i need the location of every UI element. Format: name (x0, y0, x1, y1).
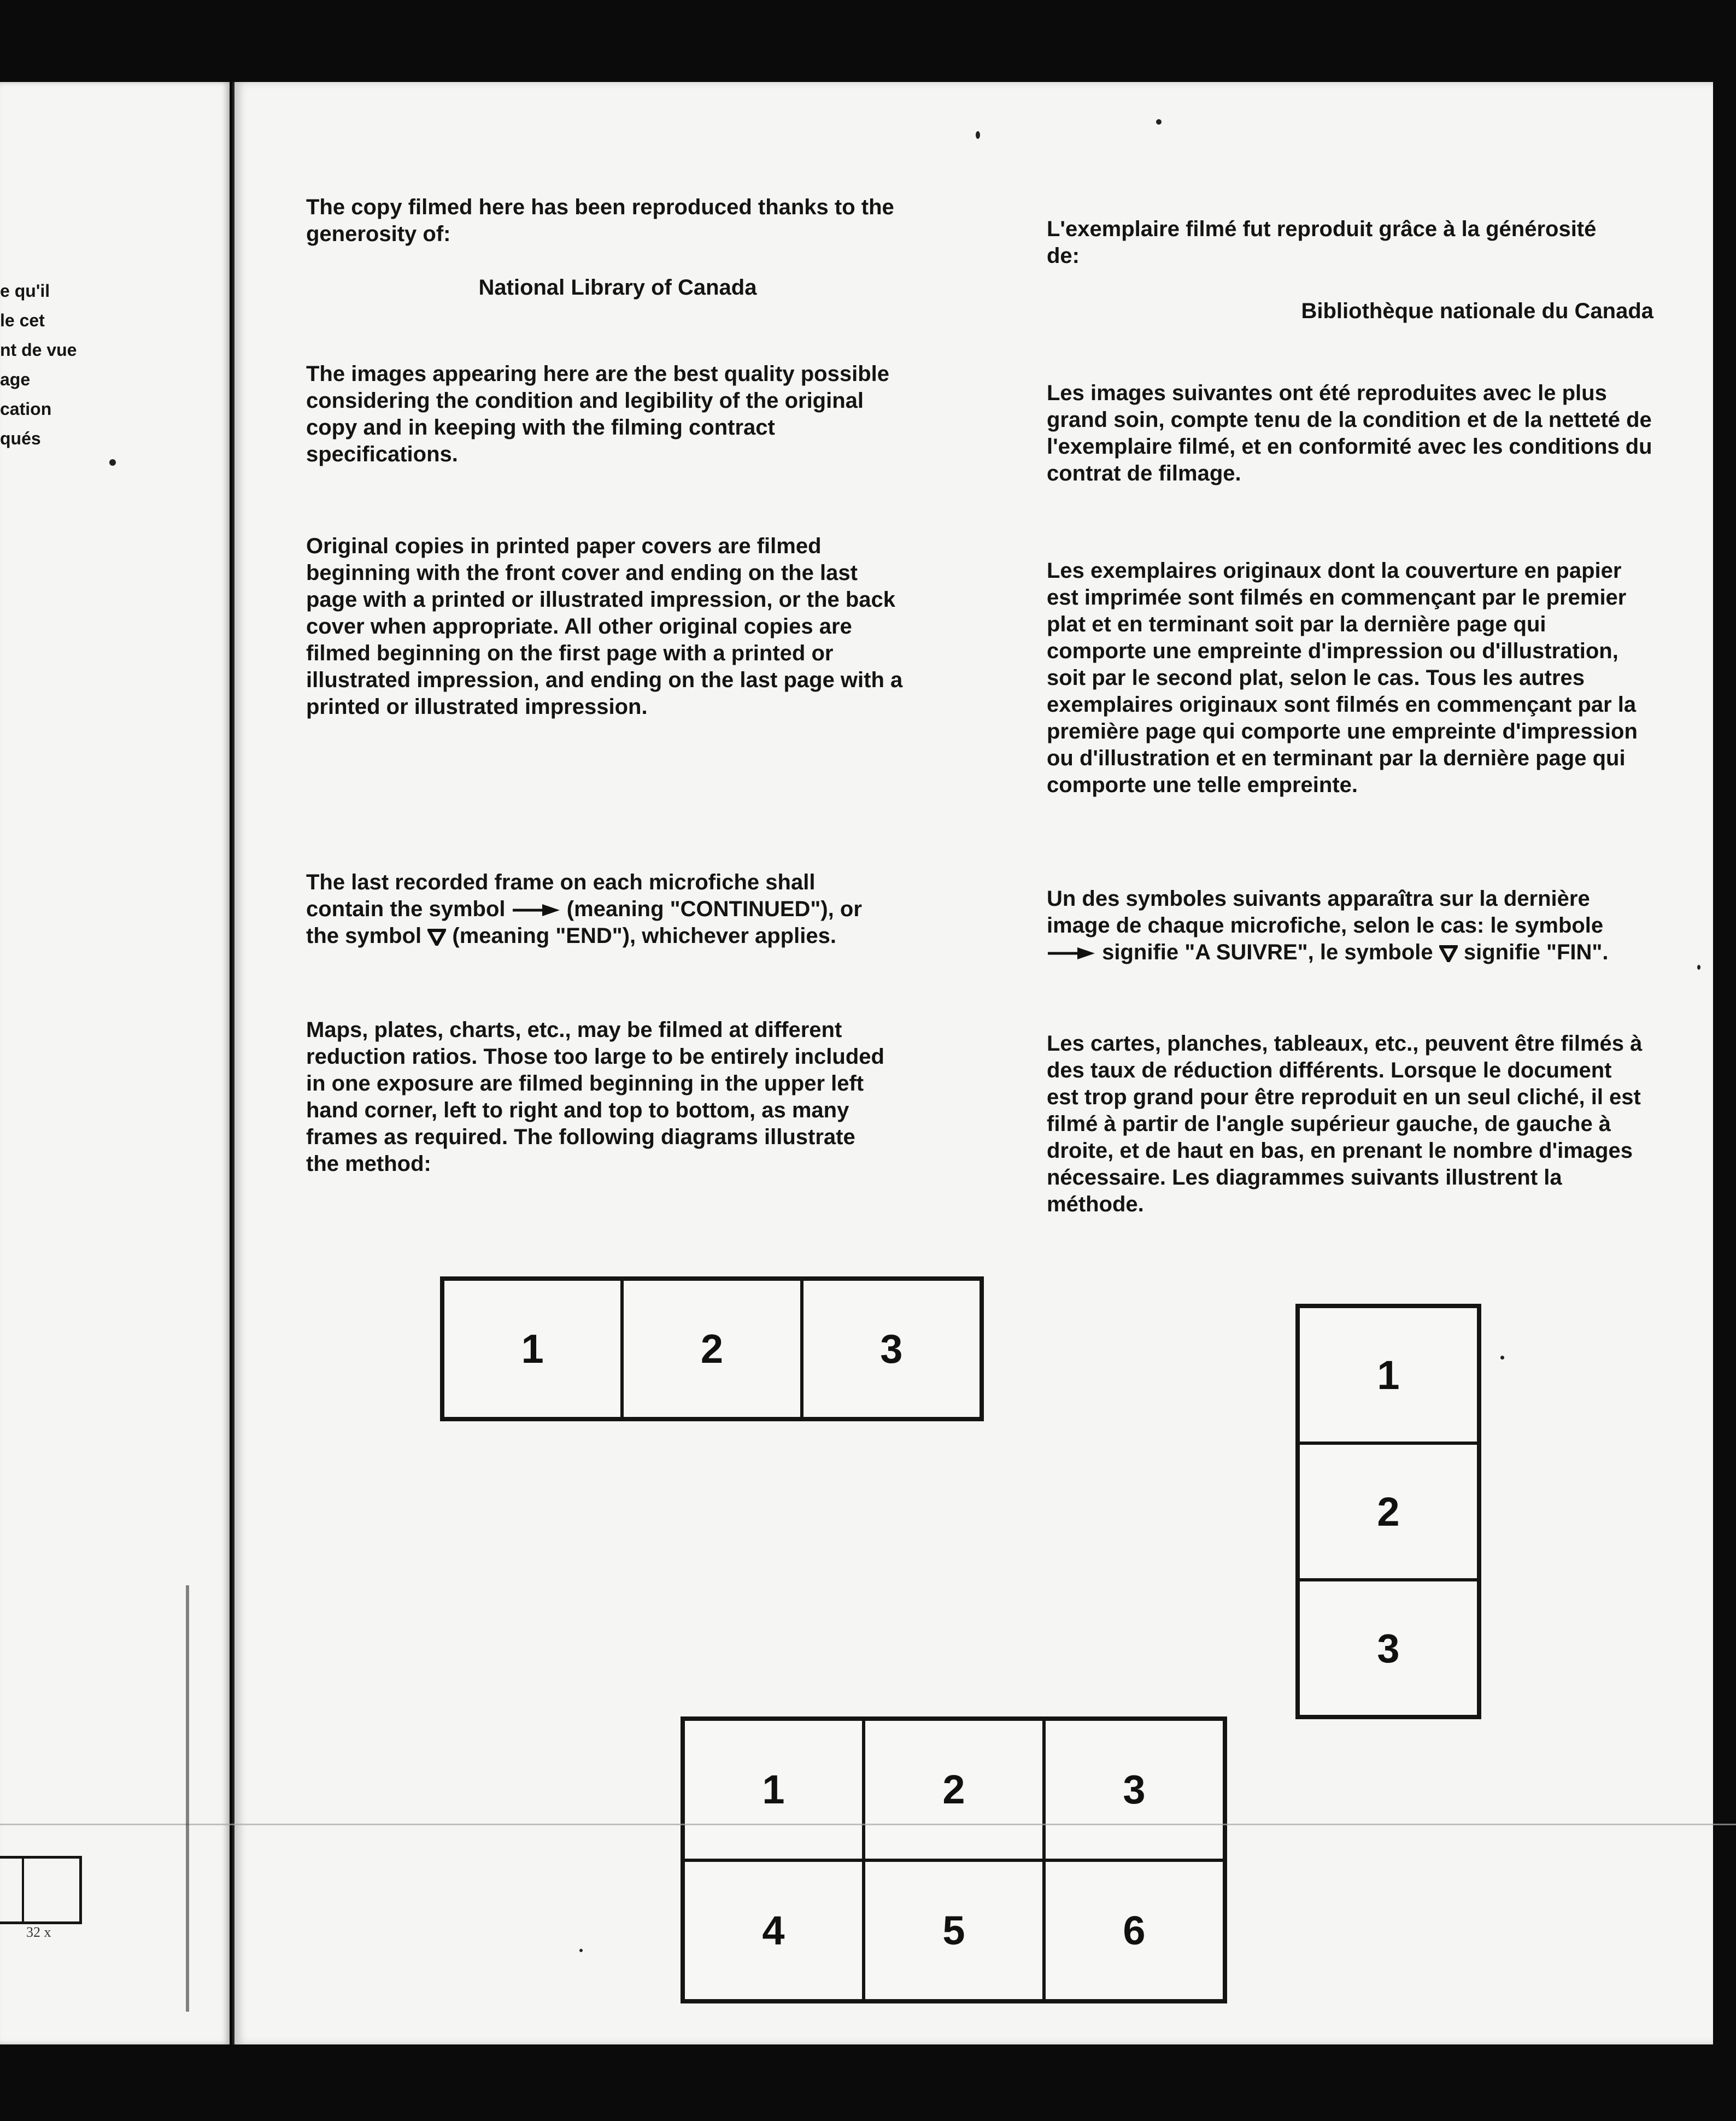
diagram-grid (681, 1716, 1227, 2003)
frame-cell: 1 (1298, 1306, 1479, 1443)
frame-cell: 3 (1044, 1719, 1224, 1860)
fragment-line: le cet (0, 310, 45, 330)
left-fragment-text (0, 276, 77, 453)
film-speck (579, 1949, 583, 1952)
film-speck (1156, 119, 1162, 125)
reduction-caption: 32 x (26, 1924, 51, 1940)
en-paragraph-quality: The images appearing here are the best quality possible considering the condition and legibility of the original copy and in keeping with the filming contract specifications. (306, 362, 889, 466)
film-scan-line (0, 1824, 1736, 1825)
partial-grid (0, 1856, 82, 1924)
fragment-line: nt de vue (0, 340, 77, 360)
en-institution: National Library of Canada (478, 276, 757, 300)
fr-paragraph-symbols (1047, 886, 1626, 966)
en-paragraph-originals: Original copies in printed paper covers are filmed beginning with the front cover and ending on the last page with a printed or illustrated impression, or the back cover when appropriate. All other original copies are filmed beginning on the first page with a printed or illustrated impression, and ending on the last page with a printed or illustrated impression. (306, 534, 903, 719)
en-symbols-part3: (meaning "END"), whichever applies. (452, 924, 836, 948)
fragment-line: age (0, 370, 31, 389)
diagram-horizontal (440, 1276, 984, 1421)
film-speck (109, 459, 116, 466)
previous-sheet (0, 82, 230, 2044)
en-paragraph-maps: Maps, plates, charts, etc., may be filmed at different reduction ratios. Those too large to be entirely included in one exposure are filmed beginning in the upper left hand corner, left to right and top to bottom, as many frames as required. The following diagrams illustrate the method: (306, 1018, 884, 1176)
fragment-line: cation (0, 399, 52, 419)
film-speck (1500, 1356, 1504, 1360)
fragment-line: qués (0, 429, 41, 448)
frame-cell: 2 (622, 1279, 801, 1419)
frame-cell: 2 (1298, 1443, 1479, 1580)
fr-paragraph-maps: Les cartes, planches, tableaux, etc., peuvent être filmés à des taux de réduction différents. Lorsque le document est trop grand pour être reproduit en un seul cliché, il est filmé à partir de l'angle supérieur gauche, de gauche à droite, et de haut en bas, en prenant le nombre d'images nécessaire. Les diagrammes suivants illustrent la méthode. (1047, 1032, 1643, 1216)
frame-cell: 3 (1298, 1580, 1479, 1716)
triangle-down-icon (1439, 945, 1458, 962)
diagram-vertical (1295, 1304, 1481, 1719)
en-symbols-part1: The last recorded frame on each microfiche shall contain the symbol (306, 870, 816, 921)
en-paragraph-symbols (306, 869, 896, 950)
frame-cell: 3 (802, 1279, 981, 1419)
frame-cell: 1 (683, 1719, 864, 1860)
frame-cell: 4 (683, 1860, 864, 2001)
film-speck (1697, 965, 1700, 970)
fr-credit-intro: L'exemplaire filmé fut reproduit grâce à la générosité de: (1047, 217, 1597, 268)
triangle-down-icon (427, 928, 446, 946)
arrow-right-icon (512, 903, 561, 917)
frame-cell: 6 (1044, 1860, 1224, 2001)
frame-cell: 1 (443, 1279, 622, 1419)
fragment-line: e qu'il (0, 281, 50, 301)
frame-cell: 2 (864, 1719, 1044, 1860)
frame-cell: 5 (864, 1860, 1044, 2001)
en-credit-intro: The copy filmed here has been reproduced thanks to the generosity of: (306, 195, 894, 246)
en-symbols-part2: (meaning "CONTINUED"), or the symbol (306, 897, 862, 948)
arrow-right-icon (1047, 946, 1096, 960)
film-speck (976, 131, 980, 139)
fr-symbols-part1: Un des symboles suivants apparaîtra sur la dernière image de chaque microfiche, selon le cas: le symbole (1047, 887, 1604, 938)
fr-paragraph-originals: Les exemplaires originaux dont la couverture en papier est imprimée sont filmés en commençant par le premier plat et en terminant soit par la dernière page qui comporte une empreinte d'impression ou d'illustration, soit par le second plat, selon le cas. Tous les autres exemplaires originaux sont filmés en commençant par la première page qui comporte une empreinte d'impression ou d'illustration et en terminant par la dernière page qui comporte une telle empreinte. (1047, 559, 1638, 797)
film-scratch (186, 1585, 189, 2012)
fr-institution: Bibliothèque nationale du Canada (1301, 299, 1653, 323)
fr-paragraph-quality: Les images suivantes ont été reproduites avec le plus grand soin, compte tenu de la condition et de la netteté de l'exemplaire filmé, et en conformité avec les conditions du contrat de filmage. (1047, 381, 1652, 485)
fr-symbols-part3: signifie "FIN". (1463, 940, 1609, 964)
fr-symbols-part2: signifie "A SUIVRE", le symbole (1102, 940, 1433, 964)
